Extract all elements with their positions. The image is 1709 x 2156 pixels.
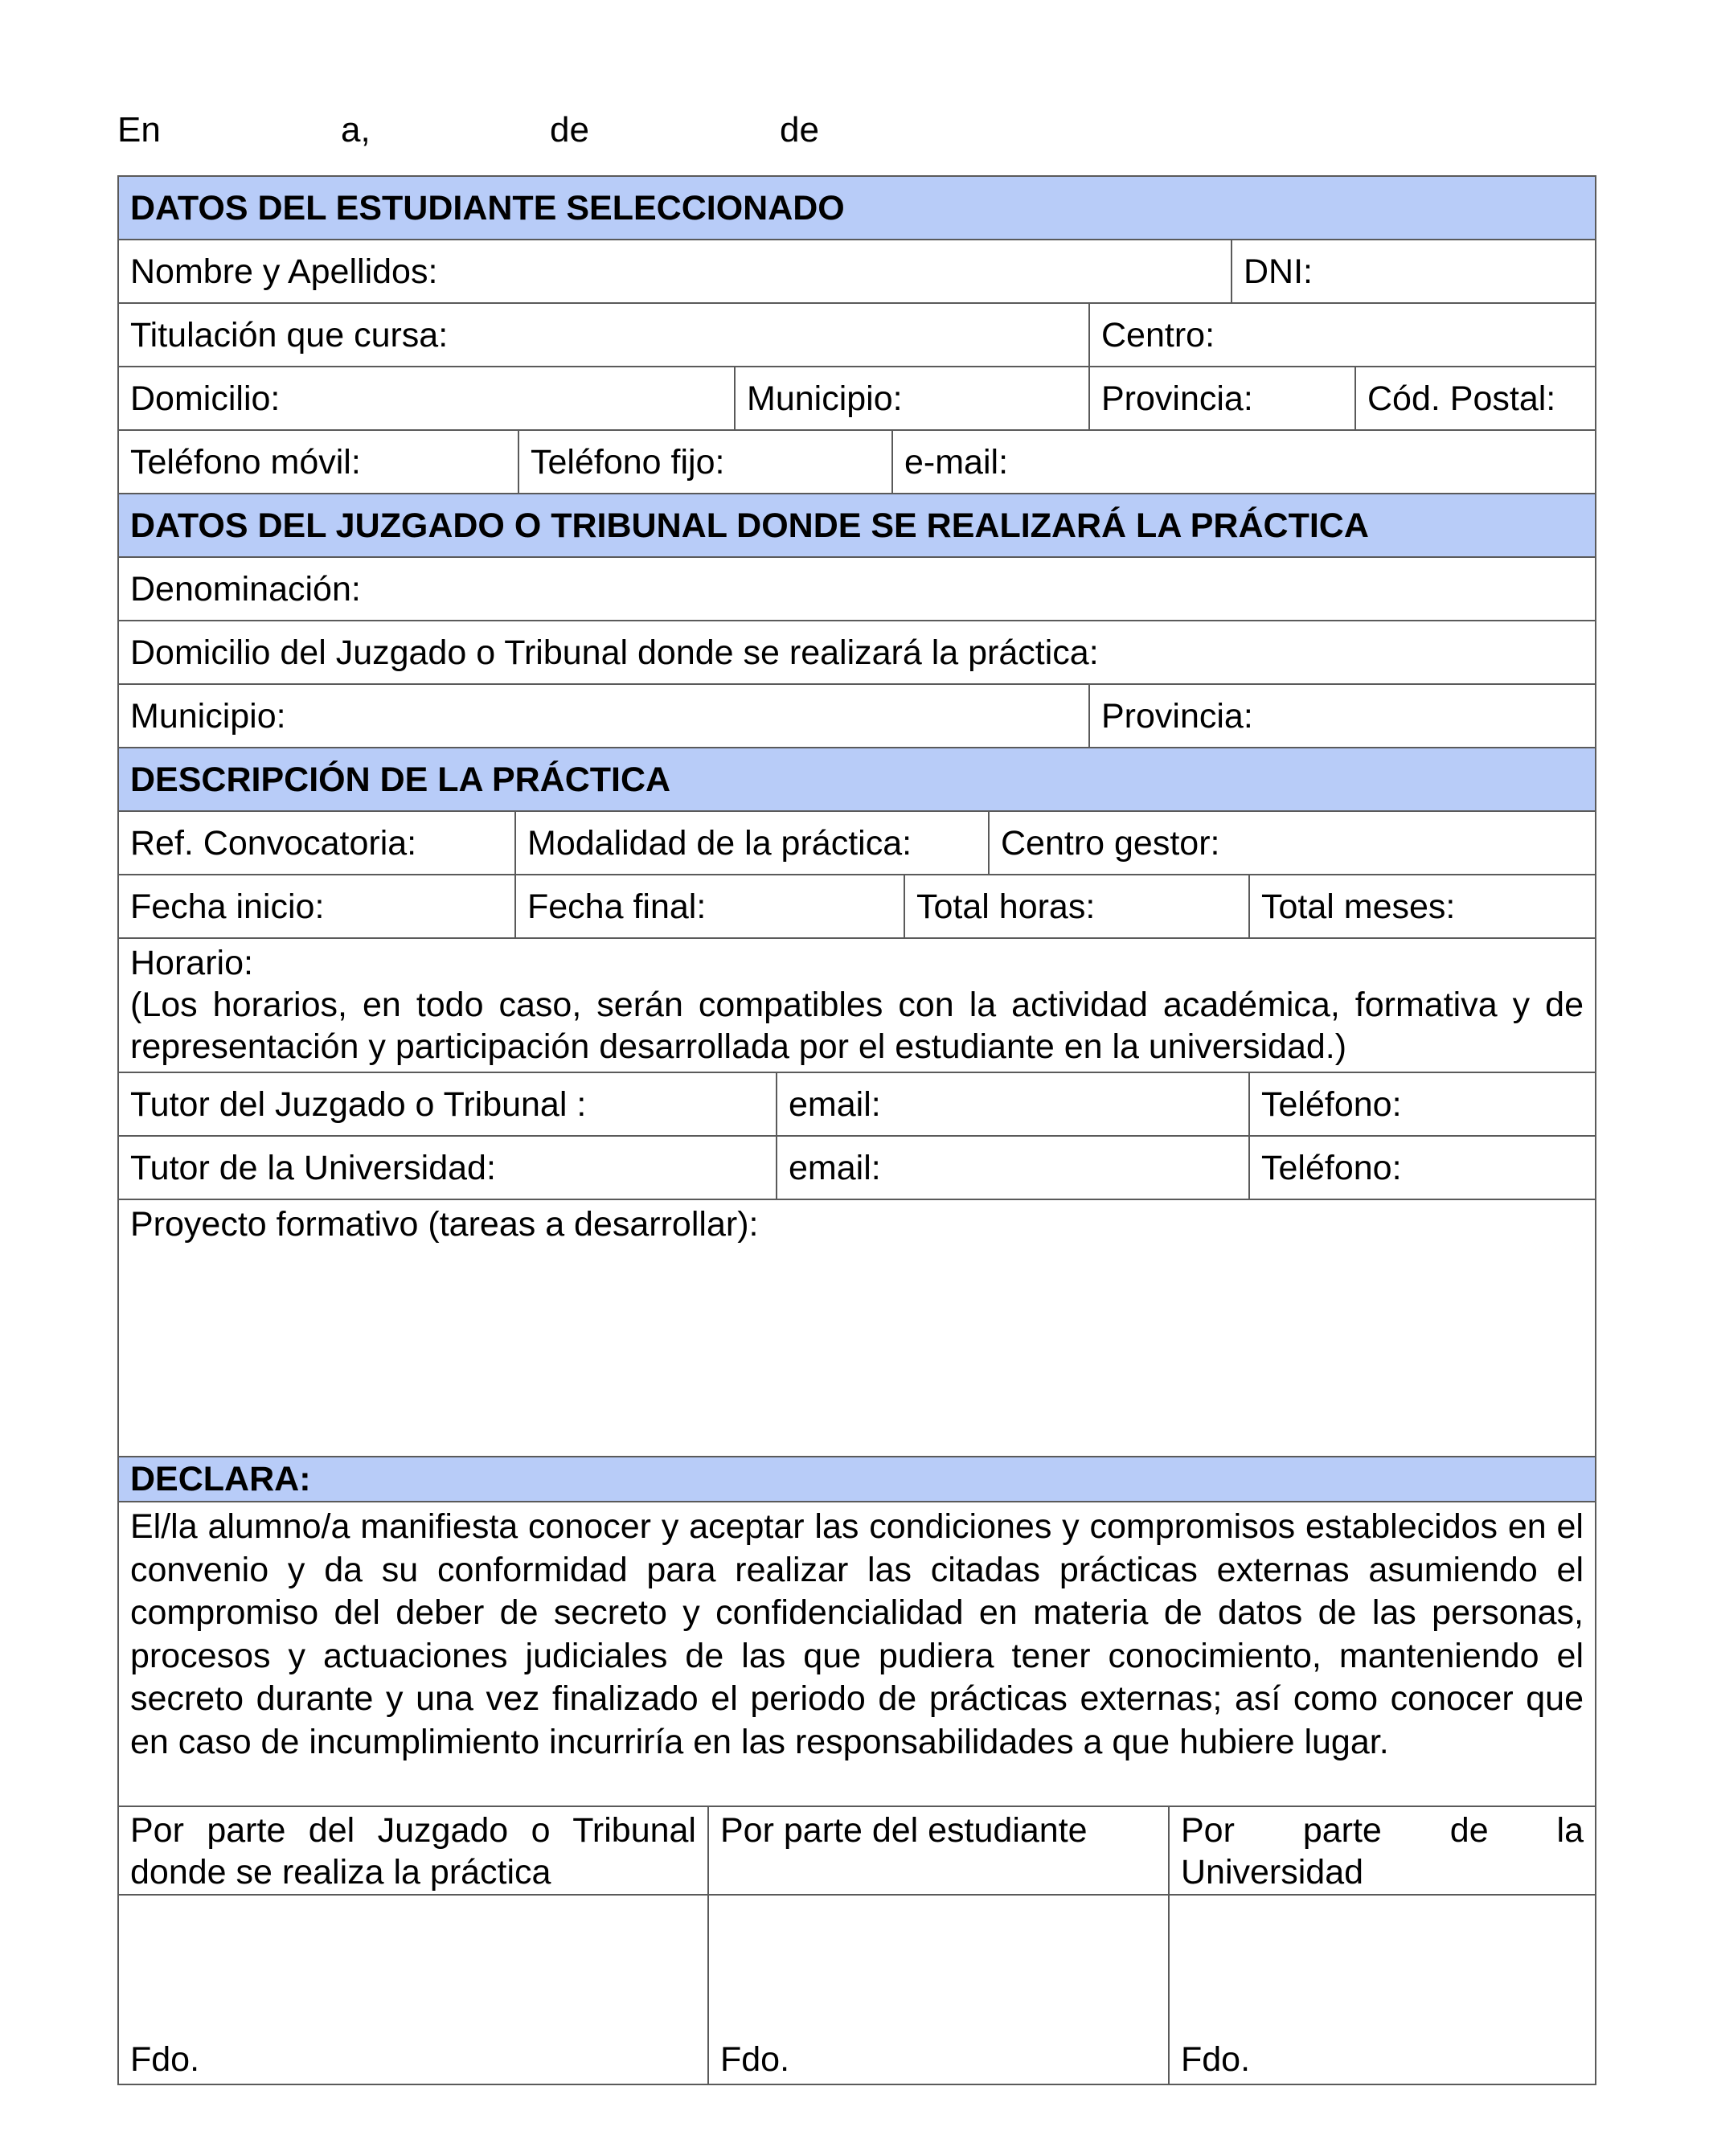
student-row-3 [119,367,1596,431]
date-line [117,106,1596,154]
date-en: En [117,110,161,150]
tutor-juzgado-email-field[interactable]: email: [777,1073,1250,1135]
horario-label: Horario: [130,944,253,982]
modalidad-field[interactable]: Modalidad de la práctica: [516,812,990,874]
practice-section-header: DESCRIPCIÓN DE LA PRÁCTICA [119,748,1596,810]
date-de-1: de [550,110,589,150]
total-meses-field[interactable]: Total meses: [1250,875,1596,937]
fijo-field[interactable]: Teléfono fijo: [519,431,893,493]
centro-gestor-field[interactable]: Centro gestor: [990,812,1596,874]
date-de-2: de [780,110,819,150]
student-row-1 [119,240,1596,304]
tutor-juzgado-field[interactable]: Tutor del Juzgado o Tribunal : [119,1073,777,1135]
tutor-univ-row [119,1137,1596,1200]
municipio-field[interactable]: Municipio: [736,367,1090,429]
fdo-university: Fdo. [1181,2040,1251,2079]
student-row-2 [119,304,1596,367]
student-row-4 [119,431,1596,494]
denominacion-field[interactable]: Denominación: [119,558,1596,620]
sig-label-university: Por parte de la Universidad [1170,1807,1596,1894]
court-provincia-field[interactable]: Provincia: [1090,685,1596,747]
horario-field[interactable] [119,939,1596,1072]
practice-section-header-row [119,748,1596,812]
centro-field[interactable]: Centro: [1090,304,1596,366]
titulacion-field[interactable]: Titulación que cursa: [119,304,1090,366]
form-table [117,175,1596,2085]
horario-row [119,939,1596,1073]
horario-note: (Los horarios, en todo caso, serán compatibles con la actividad académica, formativa y de representación y participación desarrollada por el estudiante en la universidad.) [130,986,1584,1066]
fecha-final-field[interactable]: Fecha final: [516,875,905,937]
proyecto-field[interactable]: Proyecto formativo (tareas a desarrollar): [119,1200,1596,1456]
fdo-student: Fdo. [720,2040,790,2079]
court-row-1 [119,558,1596,621]
declara-header-row [119,1457,1596,1502]
declara-text: El/la alumno/a manifiesta conocer y aceptar las condiciones y compromisos establecidos en el convenio y da su conformidad para realizar las citadas prácticas externas asumiendo el compromiso del deber de secreto y confidencialidad en materia de datos de las personas, procesos y actuaciones judiciales de las que pudiera tener conocimiento, manteniendo el secreto durante y una vez finalizado el periodo de prácticas externas; así como conocer que en caso de incumplimiento incurriría en las responsabilidades a que hubiere lugar. [119,1502,1596,1806]
court-section-header: DATOS DEL JUZGADO O TRIBUNAL DONDE SE REALIZARÁ LA PRÁCTICA [119,494,1596,556]
signature-boxes-row [119,1896,1596,2085]
court-row-2 [119,621,1596,685]
cod-postal-field[interactable]: Cód. Postal: [1356,367,1596,429]
tutor-univ-field[interactable]: Tutor de la Universidad: [119,1137,777,1199]
fecha-inicio-field[interactable]: Fecha inicio: [119,875,516,937]
email-field[interactable]: e-mail: [893,431,1596,493]
practice-row-2 [119,875,1596,939]
student-section-header-row [119,177,1596,240]
tutor-univ-telefono-field[interactable]: Teléfono: [1250,1137,1596,1199]
signature-labels-row [119,1807,1596,1896]
total-horas-field[interactable]: Total horas: [905,875,1250,937]
sig-box-court[interactable] [119,1896,709,2084]
movil-field[interactable]: Teléfono móvil: [119,431,519,493]
sig-label-student: Por parte del estudiante [709,1807,1170,1894]
student-section-header: DATOS DEL ESTUDIANTE SELECCIONADO [119,177,1596,239]
proyecto-row [119,1200,1596,1457]
court-municipio-field[interactable]: Municipio: [119,685,1090,747]
sig-box-student[interactable] [709,1896,1170,2084]
sig-label-court: Por parte del Juzgado o Tribunal donde se realiza la práctica [119,1807,709,1894]
tutor-univ-email-field[interactable]: email: [777,1137,1250,1199]
provincia-field[interactable]: Provincia: [1090,367,1356,429]
tutor-juzgado-telefono-field[interactable]: Teléfono: [1250,1073,1596,1135]
practice-row-1 [119,812,1596,875]
court-domicilio-field[interactable]: Domicilio del Juzgado o Tribunal donde se realizará la práctica: [119,621,1596,683]
declara-text-row [119,1502,1596,1807]
declara-header: DECLARA: [119,1457,1596,1501]
sig-box-university[interactable] [1170,1896,1596,2084]
domicilio-field[interactable]: Domicilio: [119,367,736,429]
court-section-header-row [119,494,1596,558]
court-row-3 [119,685,1596,748]
tutor-juzgado-row [119,1073,1596,1137]
dni-field[interactable]: DNI: [1232,240,1596,302]
ref-convocatoria-field[interactable]: Ref. Convocatoria: [119,812,516,874]
name-field[interactable]: Nombre y Apellidos: [119,240,1232,302]
fdo-court: Fdo. [130,2040,200,2079]
date-a: a, [341,110,371,150]
